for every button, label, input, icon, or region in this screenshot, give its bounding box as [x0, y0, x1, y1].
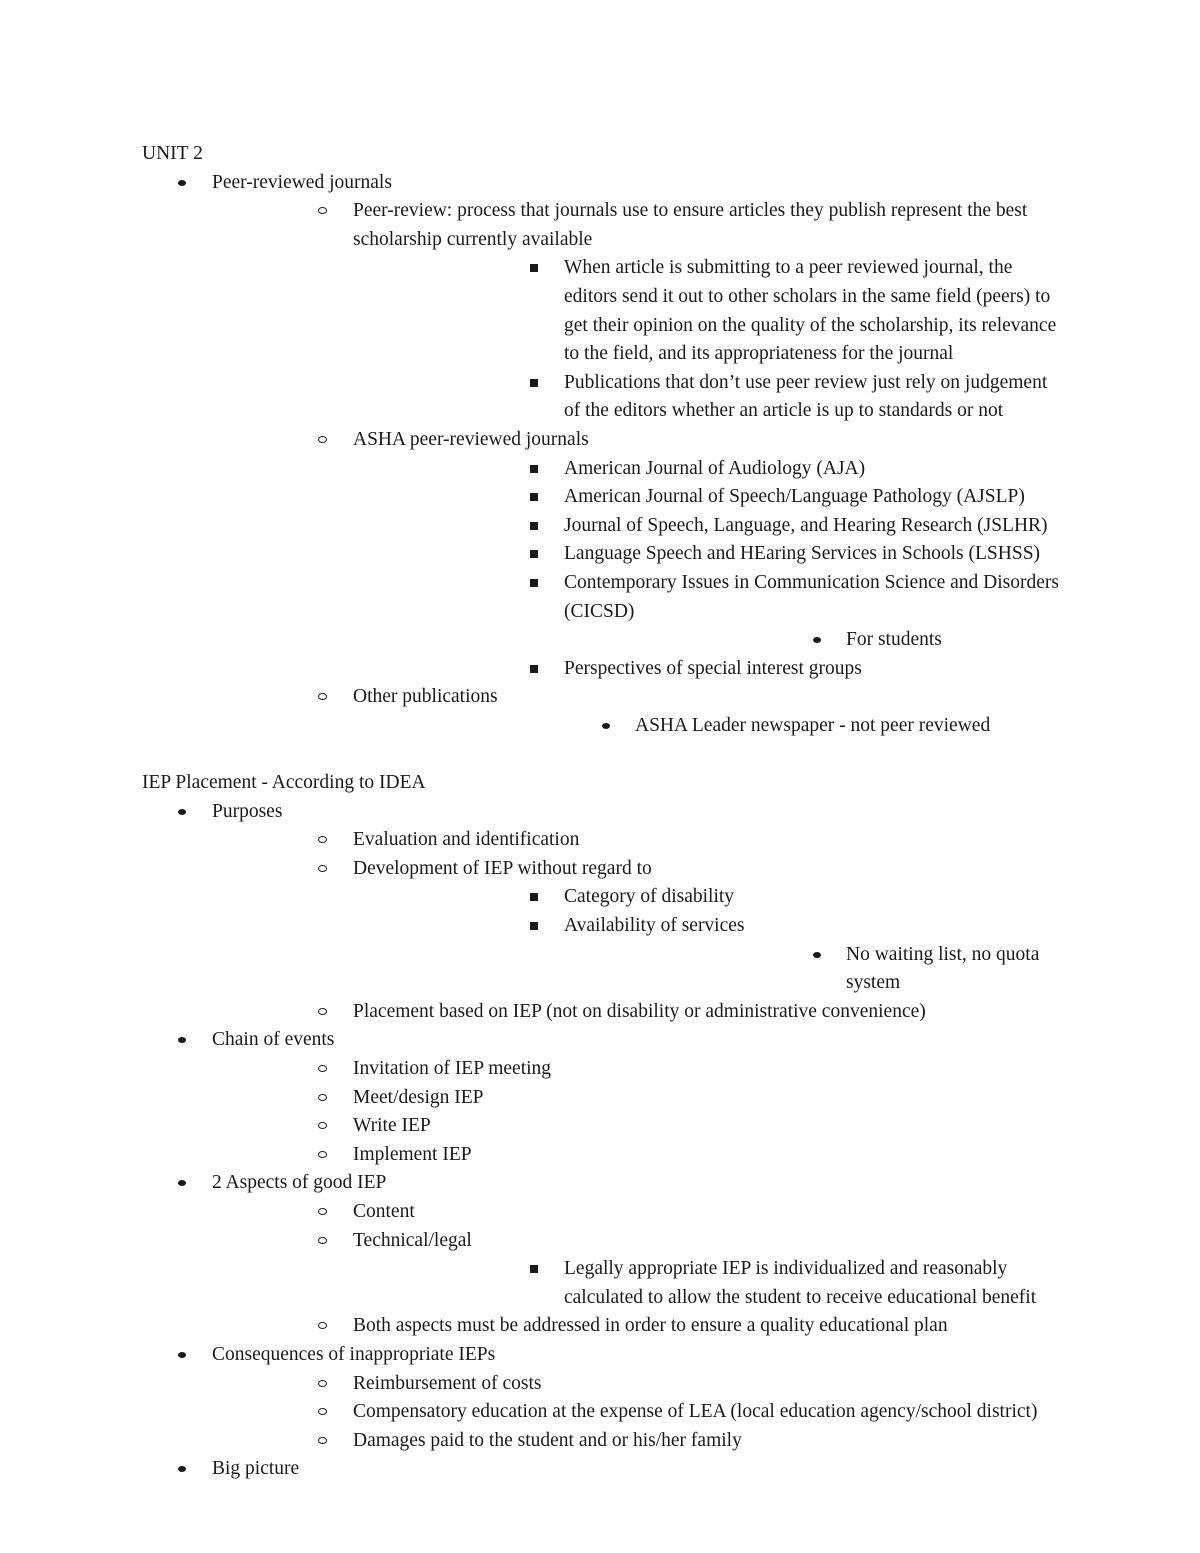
bullet-square-icon [529, 912, 543, 941]
bullet-square-icon [529, 369, 543, 398]
list-item [353, 540, 1062, 569]
list-item [353, 254, 1062, 368]
list-item [212, 826, 1062, 855]
bullet-disc-icon [177, 1169, 191, 1198]
list-item [212, 426, 1062, 683]
list-item [142, 1026, 1062, 1169]
iep-list [142, 798, 1062, 1484]
sub-list [212, 1370, 1062, 1456]
list-item-text: Perspectives of special interest groups [564, 657, 862, 679]
list-item [212, 1312, 1062, 1341]
bullet-circle-icon [318, 683, 332, 712]
list-item-text: Technical/legal [353, 1229, 472, 1251]
bullet-circle-icon [318, 1398, 332, 1427]
bullet-disc-icon [177, 798, 191, 827]
list-item [212, 1198, 1062, 1227]
list-item [353, 712, 1062, 741]
sub-list [212, 826, 1062, 1026]
sub-list [353, 712, 1062, 741]
list-item-text: Contemporary Issues in Communication Science and Disorders (CICSD) [564, 571, 1059, 622]
list-item [353, 455, 1062, 484]
list-item-text: When article is submitting to a peer reviewed journal, the editors send it out to other scholars in the same field (peers) to get their opinion on the quality of the scholarship, its relevance to the field, and its appropriateness for the journal [564, 257, 1057, 365]
list-item [353, 655, 1062, 684]
list-item [353, 512, 1062, 541]
sub-list [353, 883, 1062, 997]
list-item [212, 1112, 1062, 1141]
list-item [212, 998, 1062, 1027]
list-item [353, 1255, 1062, 1312]
bullet-square-icon [529, 540, 543, 569]
sub-list [353, 1255, 1062, 1312]
list-item-text: Damages paid to the student and or his/her family [353, 1429, 742, 1451]
bullet-square-icon [529, 569, 543, 598]
list-item-text: Evaluation and identification [353, 829, 580, 851]
list-item [142, 169, 1062, 741]
list-item [212, 1427, 1062, 1456]
sub-list [212, 197, 1062, 740]
bullet-circle-icon [318, 1084, 332, 1113]
list-item-text: 2 Aspects of good IEP [212, 1172, 387, 1194]
bullet-circle-icon [318, 1427, 332, 1456]
list-item-text: American Journal of Audiology (AJA) [564, 457, 866, 479]
bullet-circle-icon [318, 1370, 332, 1399]
sub-list [212, 1198, 1062, 1341]
list-item-text: Other publications [353, 686, 498, 708]
list-item [353, 369, 1062, 426]
list-item [142, 1455, 1062, 1484]
bullet-square-icon [529, 455, 543, 484]
bullet-circle-icon [318, 1141, 332, 1170]
iep-heading: IEP Placement - According to IDEA [142, 772, 426, 794]
list-item-text: Both aspects must be addressed in order to ensure a quality educational plan [353, 1315, 948, 1337]
list-item-text: ASHA Leader newspaper - not peer reviewed [635, 714, 991, 736]
list-item-text: Availability of services [564, 915, 745, 937]
bullet-square-icon [529, 254, 543, 283]
bullet-disc-icon [177, 1026, 191, 1055]
list-item [353, 569, 1062, 655]
list-item-text: Meet/design IEP [353, 1086, 484, 1108]
bullet-square-icon [529, 1255, 543, 1284]
bullet-circle-icon [318, 1112, 332, 1141]
list-item-text: For students [846, 629, 942, 651]
list-item [212, 197, 1062, 426]
list-item [353, 883, 1062, 912]
list-item [142, 1169, 1062, 1341]
list-item-text: Language Speech and HEaring Services in Schools (LSHSS) [564, 543, 1041, 565]
bullet-square-icon [529, 512, 543, 541]
bullet-circle-icon [318, 826, 332, 855]
list-item-text: Invitation of IEP meeting [353, 1058, 552, 1079]
list-item [212, 1055, 1062, 1084]
list-item [212, 1370, 1062, 1399]
bullet-circle-icon [318, 1198, 332, 1227]
bullet-circle-icon [318, 1055, 332, 1084]
sub-list [564, 626, 1062, 655]
list-item-text: Reimbursement of costs [353, 1372, 542, 1394]
list-item [142, 1341, 1062, 1455]
bullet-circle-icon [318, 998, 332, 1027]
bullet-circle-icon [318, 1227, 332, 1256]
list-item [564, 941, 1062, 998]
bullet-disc-icon [601, 712, 615, 741]
document-page [142, 140, 1062, 1484]
list-item [212, 1398, 1062, 1427]
bullet-square-icon [529, 883, 543, 912]
bullet-circle-icon [318, 197, 332, 226]
sub-list [212, 1055, 1062, 1169]
list-item-text: Peer-reviewed journals [212, 171, 392, 193]
list-item-text: Chain of events [212, 1029, 335, 1051]
list-item-text: Peer-review: process that journals use to ensure articles they publish represent the best scholarship currently available [353, 200, 1028, 250]
list-item-text: No waiting list, no quota system [846, 943, 1040, 994]
list-item-text: ASHA peer-reviewed journals [353, 428, 589, 450]
list-item-text: Journal of Speech, Language, and Hearing Research (JSLHR) [564, 514, 1048, 536]
sub-list [353, 455, 1062, 684]
list-item-text: Big picture [212, 1458, 300, 1480]
bullet-disc-icon [177, 169, 191, 198]
list-item [212, 1227, 1062, 1313]
bullet-disc-icon [177, 1341, 191, 1370]
list-item-text: Category of disability [564, 886, 735, 908]
list-item-text: Compensatory education at the expense of LEA (local education agency/school district) [353, 1401, 1038, 1423]
list-item [212, 1141, 1062, 1170]
section-spacer [142, 740, 1062, 769]
list-item-text: Implement IEP [353, 1143, 472, 1165]
bullet-circle-icon [318, 855, 332, 884]
sub-list [353, 254, 1062, 426]
list-item [353, 912, 1062, 998]
list-item [564, 626, 1062, 655]
list-item [212, 855, 1062, 998]
bullet-square-icon [529, 655, 543, 684]
bullet-disc-icon [812, 941, 826, 970]
unit-heading: UNIT 2 [142, 143, 203, 164]
bullet-circle-icon [318, 1312, 332, 1341]
list-item-text: Development of IEP without regard to [353, 857, 652, 879]
list-item [212, 1084, 1062, 1113]
bullet-square-icon [529, 483, 543, 512]
list-item [142, 798, 1062, 1027]
bullet-circle-icon [318, 426, 332, 455]
bullet-disc-icon [812, 626, 826, 655]
list-item [353, 483, 1062, 512]
list-item-text: Content [353, 1200, 415, 1222]
sub-list [564, 941, 1062, 998]
list-item-text: Legally appropriate IEP is individualized and reasonably calculated to allow the student to receive educational benefit [564, 1258, 1037, 1308]
list-item-text: Write IEP [353, 1115, 431, 1137]
list-item-text: Placement based on IEP (not on disability or administrative convenience) [353, 1000, 926, 1022]
list-item-text: Publications that don’t use peer review just rely on judgement of the editors whether an article is up to standards or not [564, 371, 1048, 422]
list-item-text: American Journal of Speech/Language Pathology (AJSLP) [564, 486, 1025, 508]
bullet-disc-icon [177, 1455, 191, 1484]
unit2-list [142, 169, 1062, 741]
list-item-text: Consequences of inappropriate IEPs [212, 1343, 496, 1365]
list-item [212, 683, 1062, 740]
list-item-text: Purposes [212, 800, 283, 822]
